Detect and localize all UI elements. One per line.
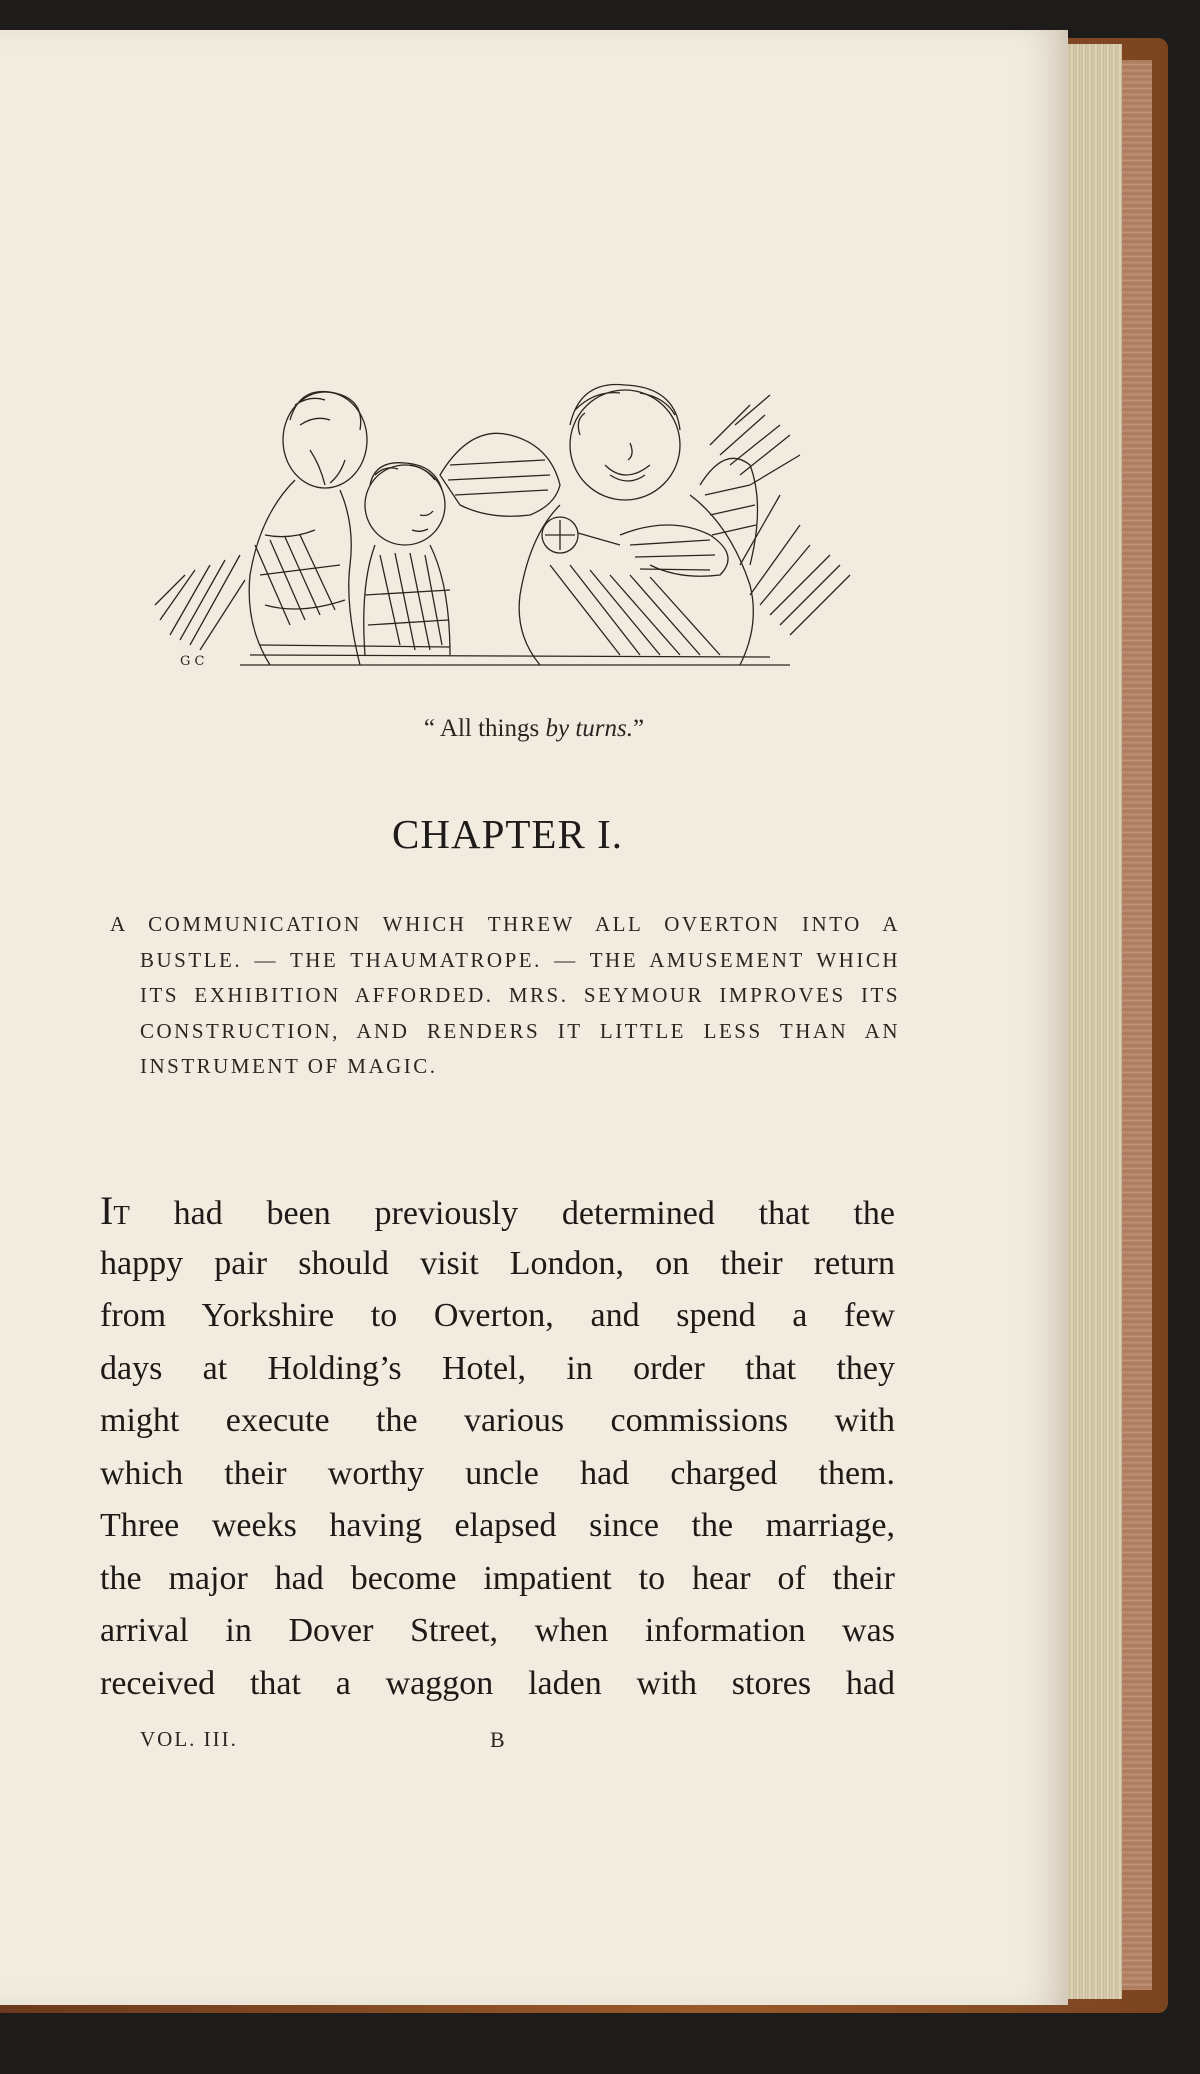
footer-volume: VOL. III.: [140, 1727, 238, 1751]
caption-close: ”: [632, 715, 645, 742]
body-line: from Yorkshire to Overton, and spend a few: [100, 1297, 895, 1334]
chapter-synopsis: A COMMUNICATION WHICH THREW ALL OVERTON INTO A BUSTLE. — THE THAUMATROPE. — THE AMUSEMENT WHICH ITS EXHIBITION AFFORDED. MRS. SEYMOUR IMPROVES ITS CONSTRUCTION, AND RENDERS IT LITTLE LESS THAN AN INSTRUMENT OF MAGIC.: [110, 912, 900, 1078]
body-line: days at Holding’s Hotel, in order that they: [100, 1349, 895, 1387]
body-line: [100, 1185, 895, 1238]
body-line: received that a waggon laden with stores had: [100, 1664, 895, 1702]
book-spine-cloth: [1122, 60, 1152, 1990]
man-figure: [440, 385, 758, 666]
body-line: arrival in Dover Street, when information was: [100, 1612, 895, 1649]
body-line: Three weeks having elapsed since the marriage,: [100, 1507, 895, 1544]
body-line: happy pair should visit London, on their return: [100, 1244, 895, 1282]
body-line: the major had become impatient to hear of their: [100, 1559, 895, 1597]
body-line: might execute the various commissions with: [100, 1402, 895, 1439]
illustration-caption: [0, 715, 1068, 743]
woman-figure: [249, 392, 367, 665]
book-page: [0, 30, 1068, 2005]
body-line-text: had been previously determined that the: [129, 1195, 895, 1232]
caption-italic: by turns.: [545, 715, 633, 742]
illustration-signature: G C: [180, 654, 205, 669]
page-edges: [1060, 44, 1122, 1999]
caption-open: “ All things: [423, 715, 546, 742]
body-line: which their worthy uncle had charged them.: [100, 1454, 895, 1492]
smallcap: T: [113, 1200, 130, 1230]
ground-hatching: [240, 645, 790, 665]
chapter-title: CHAPTER I.: [392, 811, 623, 857]
dropcap: I: [100, 1188, 114, 1233]
child-figure: [364, 463, 450, 655]
engraving-illustration: [150, 365, 860, 675]
body-text: [100, 1185, 895, 1710]
footer-signature: B: [490, 1727, 505, 1752]
